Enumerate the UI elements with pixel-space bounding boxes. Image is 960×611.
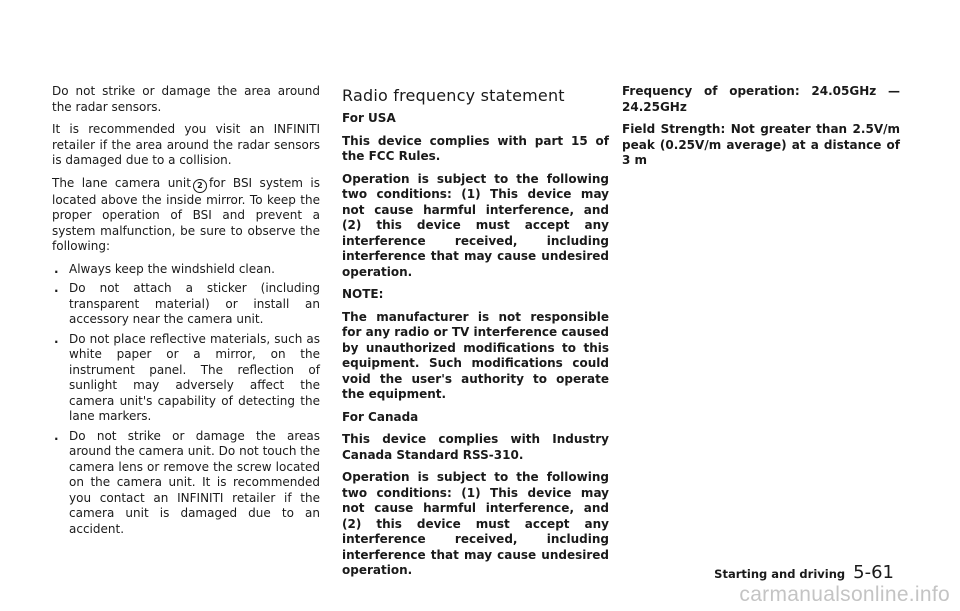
bullet: . [54, 281, 59, 295]
bullet: . [54, 261, 59, 276]
usa-compliance-paragraph: This device complies with part 15 of the FCC Rules. [342, 133, 609, 163]
section-title: Starting and driving [714, 567, 846, 581]
usa-label: For USA [342, 111, 396, 125]
camera-text-after: for BSI system is located above the inside mirror. To keep the proper operation of BSI and prevent a system malfunction, be sure to observe the following: [52, 175, 320, 253]
retailer-paragraph: It is recommended you visit an INFINITI retailer if the area around the radar sensors is damaged due to a collision. [52, 122, 320, 167]
right-column [622, 84, 900, 176]
camera-precautions-list [52, 262, 320, 538]
note-text: The manufacturer is not responsible for any radio or TV interference caused by unauthorized modifications to this equipment. Such modifications could void the user's authority to operate the equipment. [342, 309, 609, 401]
left-column [52, 84, 320, 541]
middle-column [342, 84, 609, 586]
page-number: 5-61 [853, 562, 894, 583]
list-item [52, 332, 320, 425]
canada-conditions-paragraph: Operation is subject to the following two conditions: (1) This device may not cause harmful interference, and (2) this device must accept any interference received, including interference that may cause undesired operation. [342, 470, 609, 577]
field-strength-paragraph: Field Strength: Not greater than 2.5V/m peak (0.25V/m average) at a distance of 3 m [622, 122, 900, 167]
list-item [52, 429, 320, 538]
canada-label: For Canada [342, 409, 419, 424]
callout-marker: 2 [193, 179, 207, 193]
note-label: NOTE: [342, 287, 384, 301]
list-item-text: Always keep the windshield clean. [69, 261, 275, 276]
section-heading: Radio frequency statement [342, 86, 565, 105]
list-item [52, 281, 320, 328]
bullet: . [54, 331, 59, 346]
frequency-paragraph: Frequency of operation: 24.05GHz — 24.25GHz [622, 84, 900, 114]
watermark: carmanualsonline.info [739, 583, 950, 606]
canada-compliance-paragraph: This device complies with Industry Canada Standard RSS-310. [342, 432, 609, 462]
camera-unit-paragraph [52, 176, 320, 255]
bullet: . [54, 428, 59, 443]
usa-conditions-paragraph: Operation is subject to the following two conditions: (1) This device may not cause harmful interference, and (2) this device must accept any interference received, including interference that may cause undesired operation. [342, 171, 609, 279]
list-item-text: Do not attach a sticker (including transparent material) or install an accessory near the camera unit. [69, 281, 320, 326]
list-item-text: Do not place reflective materials, such as white paper or a mirror, on the instrument panel. The reflection of sunlight may adversely affect the camera unit's capability of detecting the lane markers. [69, 331, 320, 423]
list-item [52, 262, 320, 278]
radar-damage-paragraph: Do not strike or damage the area around the radar sensors. [52, 84, 320, 114]
list-item-text: Do not strike or damage the areas around the camera unit. Do not touch the camera lens or remove the screw located on the camera unit. It is recommended you contact an INFINITI retailer if the camera unit is damaged due to an accident. [69, 428, 320, 536]
page-footer [714, 562, 894, 583]
camera-text-before: The lane camera unit [52, 175, 191, 190]
